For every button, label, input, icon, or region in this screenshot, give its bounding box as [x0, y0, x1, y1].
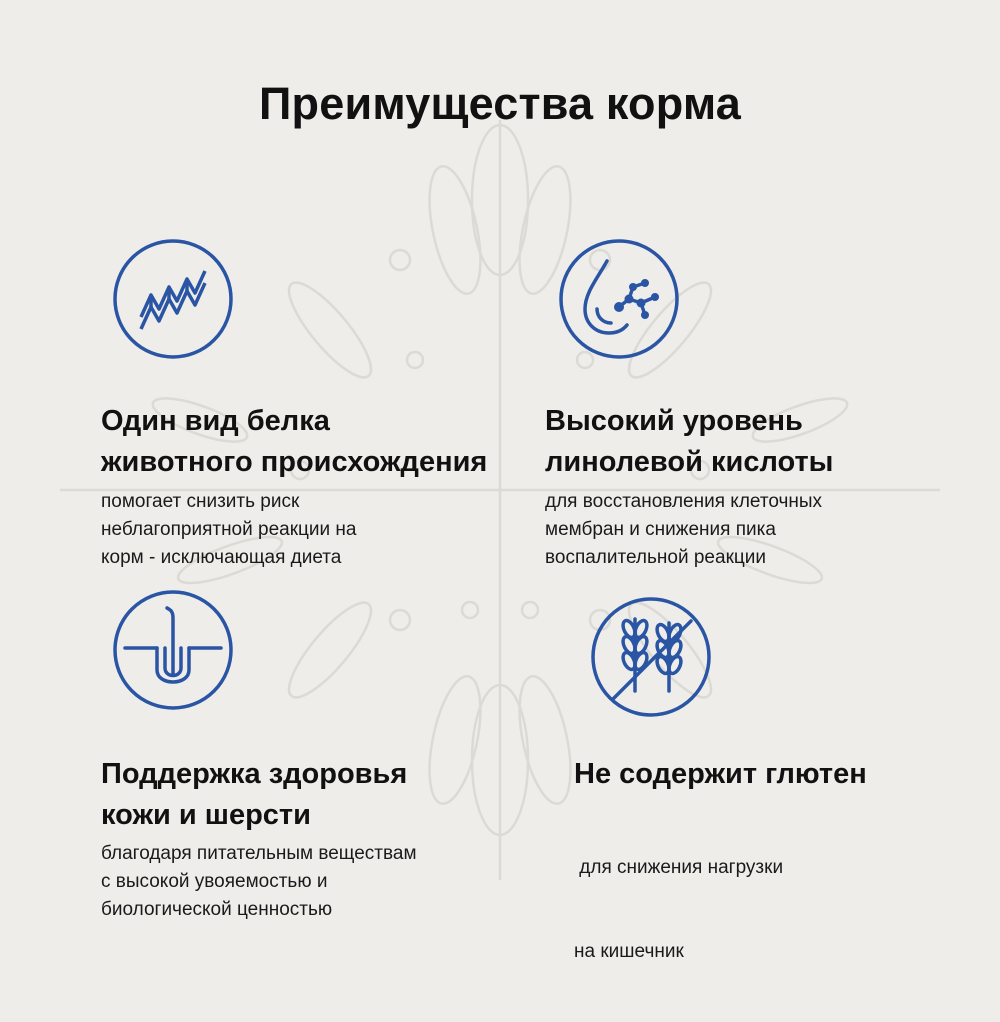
- no-gluten-wheat-icon: [589, 595, 713, 719]
- feature-desc-line: благодаря питательным веществам: [101, 843, 417, 864]
- dna-icon: [111, 237, 235, 361]
- feature-title: [545, 401, 833, 483]
- feature-desc-line: на кишечник: [574, 941, 684, 962]
- feature-title-line: Поддержка здоровья: [101, 758, 408, 790]
- feature-title: [101, 401, 487, 483]
- feature-desc-line: мембран и снижения пика: [545, 519, 776, 540]
- oil-drop-molecule-icon: [557, 237, 681, 361]
- feature-desc-line: корм - исключающая диета: [101, 547, 342, 568]
- feature-desc-line: для восстановления клеточных: [545, 491, 823, 512]
- feature-desc-line: воспалительной реакции: [545, 547, 766, 568]
- feature-desc-line: с высокой увояемостью и: [101, 871, 328, 892]
- feature-title-line: кожи и шерсти: [101, 799, 311, 831]
- feature-title: [101, 754, 407, 836]
- feature-title-line: животного происхождения: [101, 446, 488, 478]
- hair-follicle-icon: [111, 588, 235, 712]
- feature-title-line: линолевой кислоты: [545, 446, 834, 478]
- feature-desc-line: помогает снизить риск: [101, 491, 300, 512]
- feature-desc-line: биологической ценностью: [101, 899, 333, 920]
- feature-description: [101, 488, 356, 572]
- feature-desc-line: неблагоприятной реакции на: [101, 519, 357, 540]
- feature-title-line: Один вид белка: [101, 405, 330, 437]
- feature-title: [574, 754, 867, 795]
- feature-desc-line: для снижения нагрузки: [574, 857, 784, 878]
- feature-description: [545, 488, 822, 572]
- feature-title-line: Высокий уровень: [545, 405, 803, 437]
- feature-description: [101, 840, 417, 924]
- page-title: Преимущества корма: [259, 78, 741, 129]
- feature-title-line: Не содержит глютен: [574, 758, 867, 790]
- feature-description: [574, 798, 783, 1022]
